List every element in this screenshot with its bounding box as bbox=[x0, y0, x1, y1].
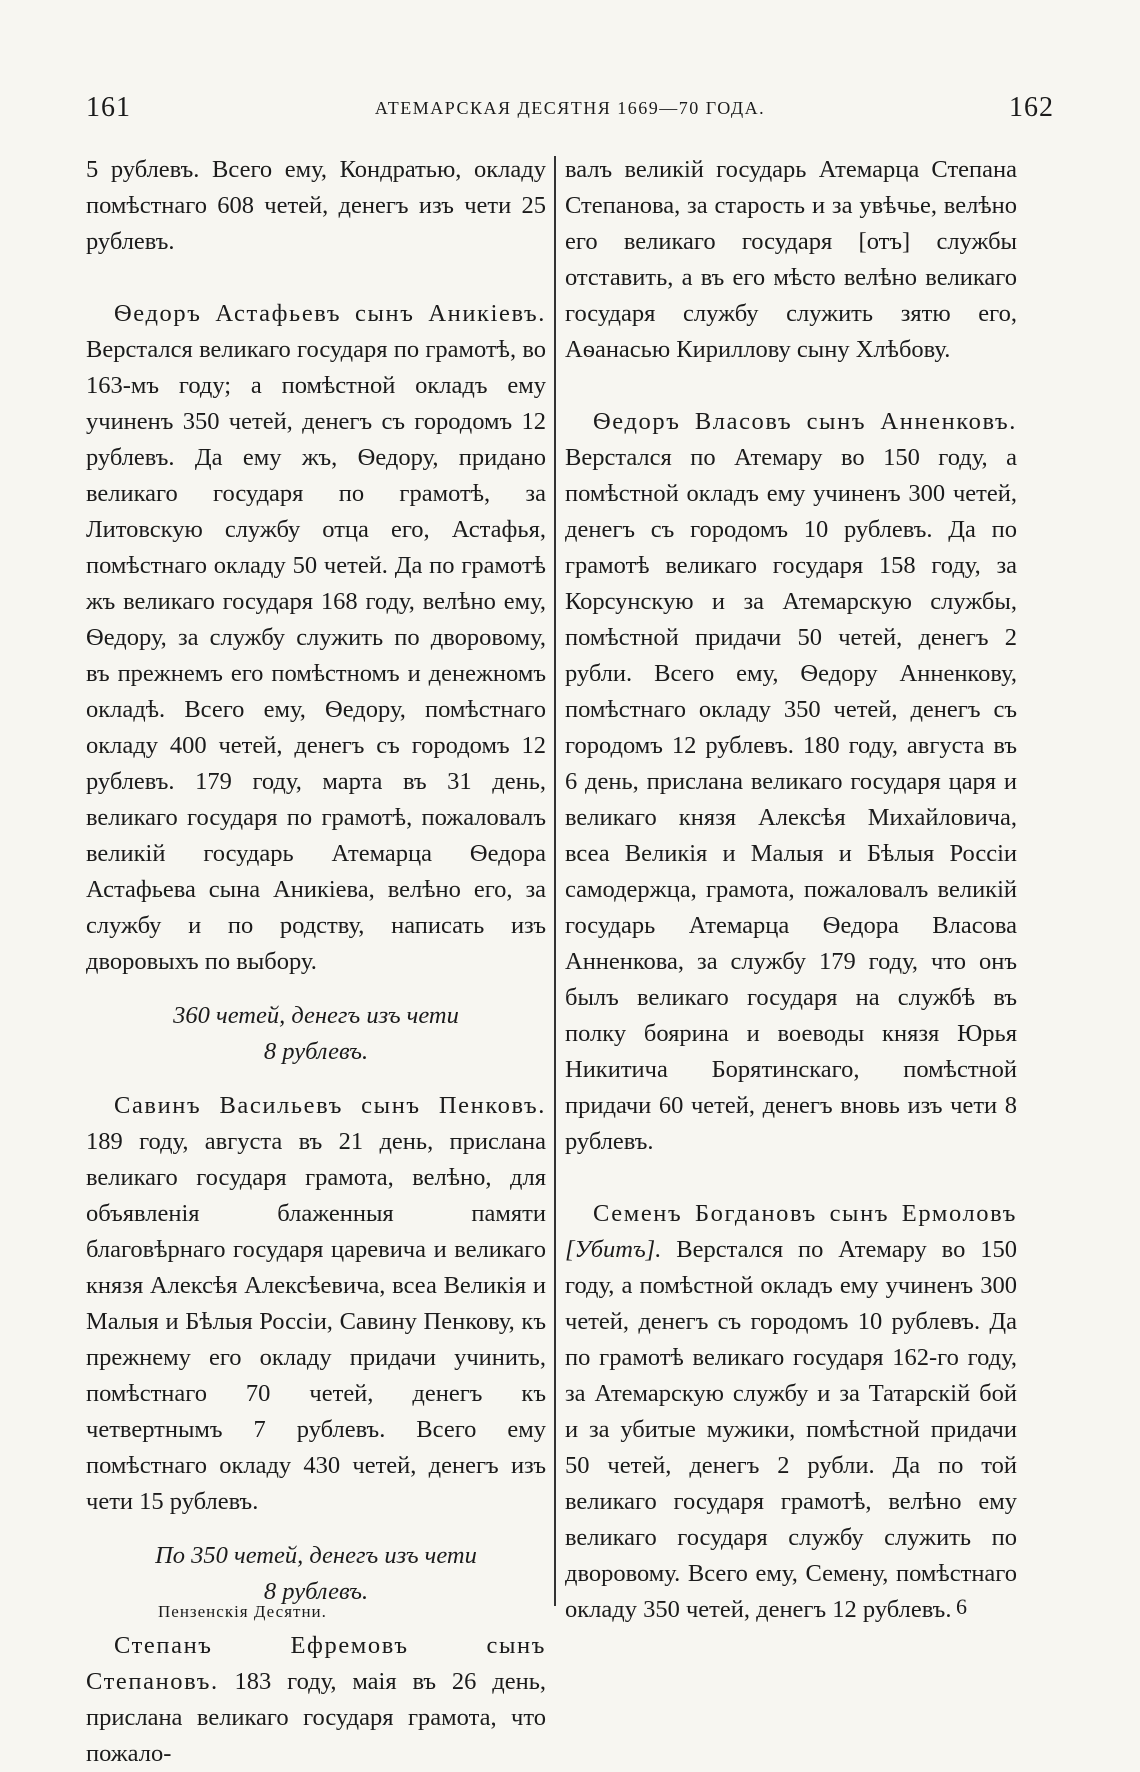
heading-line: По 350 четей, денегъ изъ чети bbox=[155, 1542, 477, 1569]
right-column bbox=[565, 152, 1017, 1628]
section-heading-360 bbox=[86, 998, 546, 1070]
entry-fedor-anikiev bbox=[86, 296, 546, 980]
page-number-left: 161 bbox=[86, 92, 131, 123]
heading-line: 360 четей, денегъ изъ чети bbox=[173, 1002, 459, 1029]
paragraph-continued: валъ великiй государь Атемарца Степана Степанова, за старость и за увѣчье, велѣно его великаго государя [отъ] службы отставить, а въ его мѣсто велѣно великаго государя службу служить зятю его, Аѳанасью Кириллову сыну Хлѣбову. bbox=[565, 156, 1017, 363]
signature-mark: Пензенскiя Десятни. bbox=[158, 1602, 327, 1621]
paragraph-continued: 5 рублевъ. Всего ему, Кондратью, окладу помѣстнаго 608 четей, денегъ изъ чети 25 рублевъ. bbox=[86, 156, 546, 255]
entry-text: Верстался по Атемару во 150 году, а помѣстной окладъ ему учиненъ 300 четей, денегъ съ городомъ 10 рублевъ. Да по грамотѣ великаго государя 158 году, за Корсунскую и за Атемарскую службы, помѣстной придачи 50 четей, денегъ 2 рубли. Всего ему, Ѳедору Анненкову, помѣстнаго окладу 350 четей, денегъ съ городомъ 12 рублевъ. 180 году, августа въ 6 день, прислана великаго государя царя и великаго князя Алексѣя Михайловича, всеа Великiя и Малыя и Бѣлыя Россiи самодержца, грамота, пожаловалъ великiй государь Атемарца Ѳедора Власова Анненкова, за службу 179 году, что онъ былъ великаго государя на службѣ въ полку боярина и воеводы князя Юрья Никитича Борятинскаго, помѣстной придачи 60 четей, денегъ вновь изъ чети 8 рублевъ. bbox=[565, 444, 1017, 1155]
entry-fedor-annenkov bbox=[565, 404, 1017, 1160]
left-column bbox=[86, 152, 546, 1772]
entry-text: Верстался по Атемару во 150 году, а помѣстной окладъ ему учиненъ 300 четей, денегъ съ городомъ 10 рублевъ. Да по грамотѣ великаго государя 162-го году, за Атемарскую службу и за Татарскiй бой и за убитые мужики, помѣстной придачи 50 четей, денегъ 2 рубли. Да по той великаго государя грамотѣ, велѣно ему великаго государя службу служить по дворовому. Всего ему, Семену, помѣстнаго окладу 350 четей, денегъ 12 рублевъ. bbox=[565, 1236, 1018, 1623]
page-number-right: 162 bbox=[1009, 92, 1054, 123]
heading-line: 8 рублевъ. bbox=[263, 1038, 369, 1065]
entry-semen-ermolov bbox=[565, 1196, 1017, 1628]
entry-stepan-stepanov bbox=[86, 1628, 546, 1772]
person-name: Ѳедоръ Астафьевъ сынъ Аникiевъ. bbox=[114, 300, 546, 327]
column-divider bbox=[554, 156, 556, 1606]
section-heading-350 bbox=[86, 1538, 546, 1610]
entry-savin-penkov bbox=[86, 1088, 546, 1520]
person-name: Степанъ Ефремовъ сынъ Степановъ. bbox=[86, 1632, 546, 1695]
person-name: Ѳедоръ Власовъ сынъ Анненковъ. bbox=[593, 408, 1017, 435]
person-name: Савинъ Васильевъ сынъ Пенковъ. bbox=[114, 1092, 546, 1119]
heading-line: 8 рублевъ. bbox=[263, 1578, 369, 1605]
entry-text: 189 году, августа въ 21 день, прислана великаго государя грамота, велѣно, для объявленiя блаженныя памяти благовѣрнаго государя царевича и великаго князя Алексѣя Алексѣевича, всеа Великiя и Малыя и Бѣлыя Россiи, Савину Пенкову, къ прежнему его окладу придачи учинить, помѣстнаго 70 четей, денегъ къ четвертнымъ 7 рублевъ. Всего ему помѣстнаго окладу 430 четей, денегъ изъ чети 15 рублевъ. bbox=[86, 1128, 546, 1515]
person-name: Семенъ Богдановъ сынъ Ермоловъ bbox=[593, 1200, 1017, 1227]
running-title: АТЕМАРСКАЯ ДЕСЯТНЯ 1669—70 ГОДА. bbox=[374, 98, 766, 118]
entry-text: Верстался великаго государя по грамотѣ, во 163-мъ году; а помѣстной окладъ ему учиненъ 350 четей, денегъ съ городомъ 12 рублевъ. Да ему жъ, Ѳедору, придано великаго государя по грамотѣ, за Литовскую службу отца его, Астафья, помѣстнаго окладу 50 четей. Да по грамотѣ жъ великаго государя 168 году, велѣно ему, Ѳедору, за службу служить по дворовому, въ прежнемъ его помѣстномъ и денежномъ окладѣ. Всего ему, Ѳедору, помѣстнаго окладу 400 четей, денегъ съ городомъ 12 рублевъ. 179 году, марта въ 31 день, великаго государя по грамотѣ, пожаловалъ великiй государь Атемарца Ѳедора Астафьева сына Аникiева, велѣно его, за службу и по родству, написать изъ дворовыхъ по выбору. bbox=[86, 336, 546, 975]
sheet-number: 6 bbox=[956, 1594, 967, 1619]
entry-text: 183 году, маiя въ 26 день, прислана великаго государя грамота, что пожало- bbox=[86, 1668, 546, 1767]
annotation-note: [Убитъ]. bbox=[565, 1236, 662, 1263]
page-header bbox=[86, 92, 1054, 132]
